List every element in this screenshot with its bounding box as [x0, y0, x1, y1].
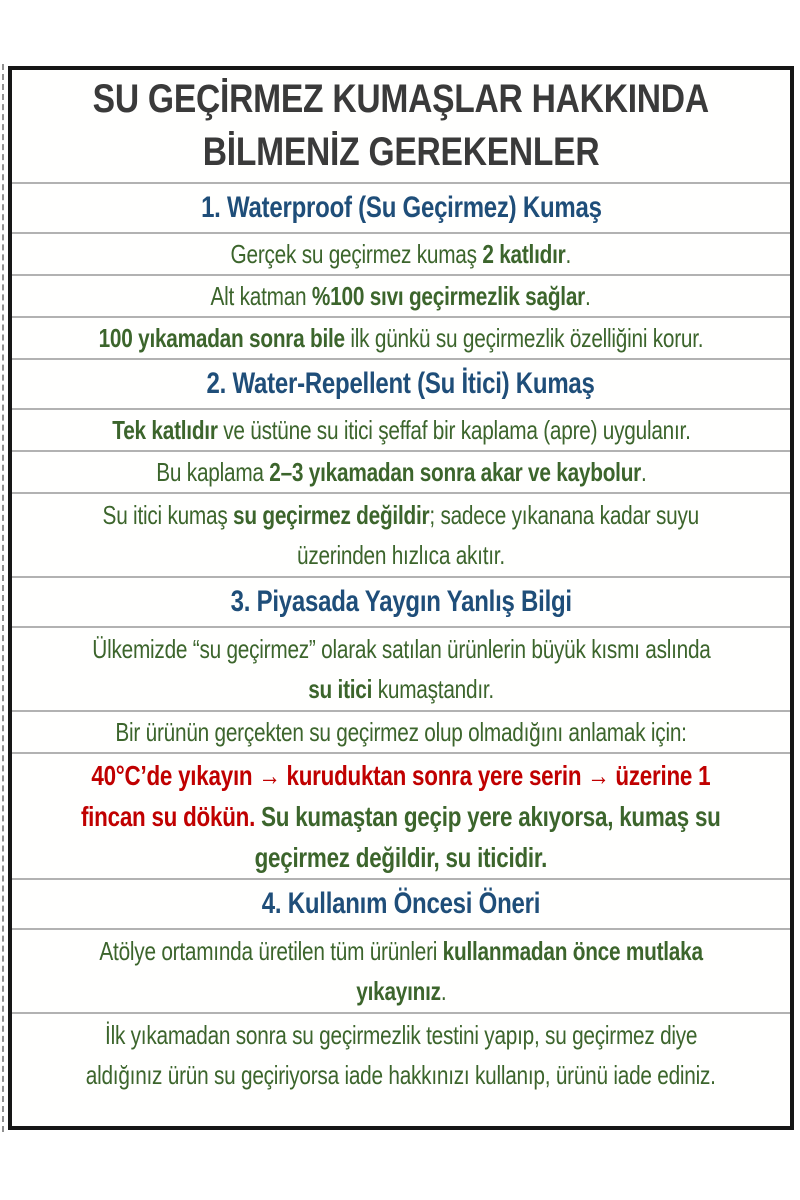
document-title-segment-1-1: SU GEÇİRMEZ KUMAŞLAR HAKKINDA: [92, 77, 710, 121]
section-4-advice-return-segment-2-1: aldığınız ürün su geçiriyorsa iade hakkınızı kullanıp, ürünü iade ediniz.: [86, 1060, 716, 1090]
section-3-heading: [12, 576, 790, 626]
section-1-fact-bottom-layer-segment-1-3: .: [585, 281, 592, 311]
section-1-fact-bottom-layer-line-1: [211, 276, 591, 316]
section-3-fact-market-segment-1-1: Ülkemizde “su geçirmez” olarak satılan ürünlerin büyük kısmı aslında: [91, 634, 711, 664]
section-1-fact-washes-line-1: [99, 318, 704, 358]
section-3-test-steps-line-2: [81, 796, 721, 837]
section-2-fact-not-waterproof-line-1: [103, 495, 699, 535]
section-1-heading-segment-1-1: 1. Waterproof (Su Geçirmez) Kumaş: [200, 191, 602, 224]
section-4-advice-wash: [12, 928, 790, 1012]
section-1-fact-washes-segment-1-1: 100 yıkamadan sonra bile: [98, 323, 345, 353]
document-title-line-2: [203, 126, 600, 179]
section-2-fact-single-layer-segment-1-1: Tek katlıdır: [111, 415, 218, 445]
document-title-line-1: [93, 73, 709, 126]
section-3-test-steps-segment-2-1: fincan su dökün.: [81, 800, 262, 832]
section-1-fact-layers: [12, 232, 790, 274]
section-3-test-intro-line-1: [115, 712, 686, 752]
section-4-heading: [12, 878, 790, 928]
section-3-fact-market-segment-2-1: su itici: [308, 674, 373, 704]
section-3-fact-market-line-2: [308, 669, 494, 709]
section-4-advice-wash-segment-2-2: .: [440, 976, 447, 1006]
section-2-fact-not-waterproof-segment-1-3: ; sadece yıkanana kadar suyu: [429, 500, 700, 530]
section-3-test-intro-segment-1-1: Bir ürünün gerçekten su geçirmez olup olmadığını anlamak için:: [115, 717, 687, 747]
section-4-advice-return-line-2: [86, 1055, 716, 1095]
section-2-fact-coating-wears-segment-1-2: 2–3 yıkamadan sonra akar ve kaybolur: [268, 457, 641, 487]
section-1-fact-washes-segment-1-2: ilk günkü su geçirmezlik özelliğini korur.: [344, 323, 704, 353]
section-2-fact-single-layer-segment-1-2: ve üstüne su itici şeffaf bir kaplama (apre) uygulanır.: [217, 415, 691, 445]
section-1-fact-bottom-layer: [12, 274, 790, 316]
section-4-advice-return: [12, 1012, 790, 1096]
section-1-fact-washes: [12, 316, 790, 358]
section-2-heading-line-1: [207, 366, 595, 402]
section-1-fact-layers-segment-1-2: 2 katlıdır: [482, 239, 566, 269]
section-2-heading: [12, 358, 790, 408]
section-3-fact-market-line-1: [92, 629, 710, 669]
section-1-fact-layers-segment-1-3: .: [565, 239, 572, 269]
section-1-heading: [12, 182, 790, 232]
section-4-heading-segment-1-1: 4. Kullanım Öncesi Öneri: [261, 887, 541, 920]
section-3-test-steps: [12, 752, 790, 878]
section-3-heading-segment-1-1: 3. Piyasada Yaygın Yanlış Bilgi: [230, 585, 572, 618]
section-4-advice-wash-segment-1-1: Atölye ortamında üretilen tüm ürünleri: [99, 936, 443, 966]
section-4-advice-return-line-1: [105, 1015, 697, 1055]
spreadsheet-gridline-left: [2, 64, 4, 1132]
section-3-test-steps-line-3: [255, 837, 548, 878]
section-2-fact-not-waterproof: [12, 492, 790, 576]
section-4-advice-return-segment-1-1: İlk yıkamadan sonra su geçirmezlik testini yapıp, su geçirmez diye: [104, 1020, 698, 1050]
section-4-advice-wash-segment-1-2: kullanmadan önce mutlaka: [442, 936, 703, 966]
section-3-fact-market: [12, 626, 790, 710]
section-3-heading-line-1: [230, 584, 571, 620]
section-1-fact-layers-line-1: [231, 234, 571, 274]
document-title: [12, 70, 790, 182]
section-4-heading-line-1: [262, 886, 540, 922]
section-1-heading-line-1: [201, 190, 602, 226]
section-4-advice-wash-line-2: [356, 971, 446, 1011]
document-title-segment-2-1: BİLMENİZ GEREKENLER: [202, 130, 600, 174]
section-1-fact-bottom-layer-segment-1-1: Alt katman: [210, 281, 313, 311]
section-2-fact-not-waterproof-segment-1-1: Su itici kumaş: [102, 500, 234, 530]
section-4-advice-wash-line-1: [99, 931, 702, 971]
section-2-fact-single-layer: [12, 408, 790, 450]
section-3-fact-market-segment-2-2: kumaştandır.: [372, 674, 494, 704]
section-3-test-steps-segment-2-2: Su kumaştan geçip yere akıyorsa, kumaş su: [261, 800, 721, 832]
section-2-fact-coating-wears: [12, 450, 790, 492]
section-2-fact-not-waterproof-segment-2-1: üzerinden hızlıca akıtır.: [297, 540, 505, 570]
section-2-fact-coating-wears-segment-1-3: .: [640, 457, 647, 487]
section-4-advice-wash-segment-2-1: yıkayınız: [355, 976, 441, 1006]
section-2-fact-coating-wears-line-1: [156, 452, 646, 492]
section-3-test-steps-line-1: [91, 755, 710, 796]
section-2-heading-segment-1-1: 2. Water-Repellent (Su İtici) Kumaş: [206, 367, 596, 400]
section-2-fact-single-layer-line-1: [112, 410, 690, 450]
section-2-fact-not-waterproof-line-2: [297, 535, 505, 575]
section-3-test-intro: [12, 710, 790, 752]
section-1-fact-bottom-layer-segment-1-2: %100 sıvı geçirmezlik sağlar: [312, 281, 586, 311]
section-2-fact-coating-wears-segment-1-1: Bu kaplama: [155, 457, 269, 487]
section-2-fact-not-waterproof-segment-1-2: su geçirmez değildir: [233, 500, 430, 530]
section-1-fact-layers-segment-1-1: Gerçek su geçirmez kumaş: [230, 239, 483, 269]
section-3-test-steps-segment-1-1: 40°C’de yıkayın → kuruduktan sonra yere serin → üzerine 1: [91, 759, 711, 791]
section-3-test-steps-segment-3-1: geçirmez değildir, su iticidir.: [254, 841, 548, 873]
waterproof-info-table: [8, 66, 794, 1130]
